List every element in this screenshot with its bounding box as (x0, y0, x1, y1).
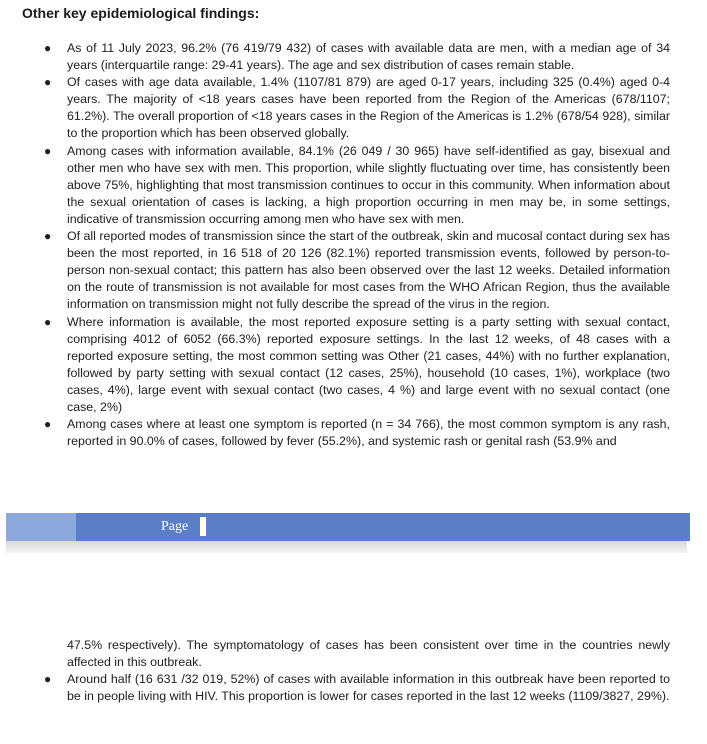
section-heading: Other key epidemiological findings: (22, 5, 260, 21)
bullet-icon: ● (44, 75, 52, 90)
text-cursor (200, 517, 206, 536)
page-break-divider (6, 541, 687, 553)
list-item (0, 671, 670, 705)
list-item-text: Among cases where at least one symptom is reported (n = 34 766), the most common symptom is any rash, reported in 90.0% of cases, followed by fever (55.2%), and systemic rash or genital rash (53.9% and (67, 417, 670, 449)
bullet-icon: ● (44, 672, 52, 687)
findings-list-continued (0, 637, 707, 705)
list-item (0, 40, 670, 74)
bullet-icon: ● (44, 314, 52, 329)
list-item-text: Around half (16 631 /32 019, 52%) of cases with available information in this outbreak have been reported to be in people living with HIV. This proportion is lower for cases reported in the last 12 weeks (1109/3827, 29%). (67, 672, 670, 704)
bullet-icon: ● (44, 229, 52, 244)
list-item (0, 228, 670, 313)
list-item (0, 74, 670, 142)
footer-page-label[interactable]: Page (161, 519, 189, 534)
list-item-text: Among cases with information available, 84.1% (26 049 / 30 965) have self-identified as gay, bisexual and other men who have sex with men. This proportion, while slightly fluctuating over time, has consistently been above 75%, highlighting that most transmission continues to occur in this community. When information about the sexual orientation of cases is lacking, a high proportion occurring in men may be, in some settings, indicative of transmission occurring among men who have sex with men. (67, 143, 670, 226)
list-item-text: Of all reported modes of transmission since the start of the outbreak, skin and mucosal contact during sex has been the most reported, in 16 518 of 20 126 (82.1%) reported transmission events, followed by person-to-person non-sexual contact; this pattern has also been observed over the last 12 weeks. Detailed information on the route of transmission is not available for most cases from the WHO African Region, thus the available information on transmission might not fully describe the spread of the virus in the region. (67, 229, 670, 312)
bullet-icon: ● (44, 41, 52, 55)
bullet-icon: ● (44, 143, 52, 158)
list-item-continuation: 47.5% respectively). The symptomatology of cases has been consistent over time in the countries newly affected in this outbreak. (67, 638, 670, 670)
list-item-text: Of cases with age data available, 1.4% (1107/81 879) are aged 0-17 years, including 325 (0.4%) aged 0-4 years. The majority of <18 years cases have been reported from the Region of the Americas (678/1107; 61.2%). The overall proportion of <18 years cases in the Region of the Americas is 1.2% (678/54 928), similar to the proportion which has been observed globally. (67, 75, 670, 141)
list-item-text: As of 11 July 2023, 96.2% (76 419/79 432) of cases with available data are men, with a median age of 34 years (interquartile range: 29-41 years). The age and sex distribution of cases remain stable. (67, 41, 670, 73)
list-item (0, 314, 670, 417)
list-item-text: Where information is available, the most reported exposure setting is a party setting with sexual contact, comprising 4012 of 6052 (66.3%) reported exposure settings. In the last 12 weeks, of 48 cases with a reported exposure setting, the most common setting was Other (21 cases, 44%) with no further explanation, followed by party setting with sexual contact (12 cases, 25%), household (10 cases, 1%), workplace (two cases, 4%), large event with sexual contact (two cases, 4 %) and large event with no sexual contact (one case, 2%) (67, 314, 670, 414)
document-page-bottom (0, 553, 707, 744)
page-footer-bar (6, 513, 687, 541)
findings-list (0, 40, 707, 450)
list-item (0, 416, 670, 450)
list-item (0, 143, 670, 228)
bullet-icon: ● (44, 417, 52, 432)
